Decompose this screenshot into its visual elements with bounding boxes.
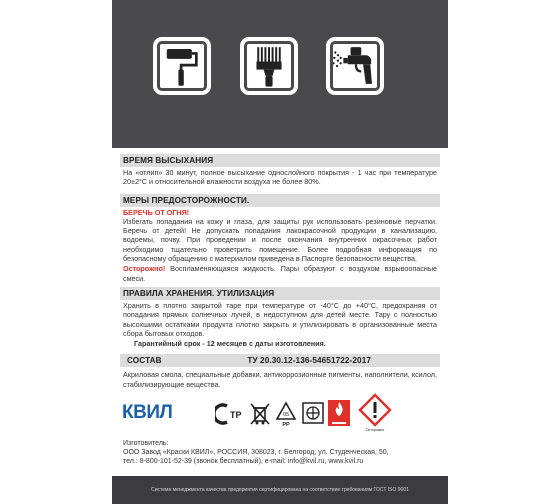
fire-warning: БЕРЕЧЬ ОТ ОГНЯ! <box>123 207 190 217</box>
flammable-icon <box>327 399 351 427</box>
recycle-material: PP <box>282 422 290 427</box>
eac-letters: ТР <box>230 410 242 420</box>
manufacturer-address: ООО Завод «Краски КВИЛ», РОССИЯ, 308023, г. Белгород, ул. Студенческая, 50, <box>123 449 389 457</box>
caution-label: Осторожно! <box>123 264 166 274</box>
ghs-exclamation-icon <box>358 393 392 433</box>
tu-code: ТУ 20.30.12-136-54651722-2017 <box>247 356 371 366</box>
brand-logo: КВИЛ <box>122 402 173 423</box>
spray-gun-icon <box>329 40 381 92</box>
brush-tile <box>240 37 298 95</box>
harmful-substance-icon <box>302 402 324 424</box>
manufacturer-label: Изготовитель: <box>123 440 169 447</box>
paint-roller-icon <box>156 40 208 92</box>
precautions-text: Избегать попадания на кожу и глаза, для защиты рук использовать резиновые перчатки. Беречь от детей! Не допускать попадания лакокрасочной продукции в канализацию, водоемы, почву. При проведении и после окончания внутренних окрасочных работ необходимо тщательно проветрить помещение. Более подробная информация по безопасному обращению с материалом приведена в Паспорте безопасности вещества. <box>123 216 437 264</box>
caution-line <box>120 264 440 284</box>
certification-logos <box>120 393 440 433</box>
manufacturer-block <box>123 439 443 467</box>
spray-gun-tile <box>326 37 384 95</box>
product-label <box>112 0 448 504</box>
quality-footer <box>112 476 448 504</box>
storage-text: Хранить в плотно закрытой таре при температуре от -40°С до +40°С, предохраняя от попадания прямых солнечных лучей, в недоступном для детей месте. Тару с полностью высохшими остатками продукта плотно закрыть и утилизировать в организованные места сбора бытовых отходов. <box>123 300 437 338</box>
ghs-label: Осторожно <box>365 428 385 432</box>
caution-text: Воспламеняющаяся жидкость. Пары образуют с воздухом взрывоопасные смеси. <box>123 264 437 283</box>
paint-brush-icon <box>243 40 295 92</box>
precautions-heading: МЕРЫ ПРЕДОСТОРОЖНОСТИ. <box>120 194 440 207</box>
recycle-pp-icon <box>275 401 297 427</box>
footer-text: Система менеджмента качества предприятия сертифицирована на соответствие требованиям ГОСТ ISO 9001 <box>151 487 409 493</box>
warranty-text: Гарантийный срок - 12 месяцев с даты изготовления. <box>134 339 326 349</box>
composition-title: СОСТАВ <box>127 356 162 366</box>
eac-mark-icon <box>215 403 245 425</box>
roller-tile <box>153 37 211 95</box>
manufacturer-contacts: тел.: 8-800-101-52-39 (звонок бесплатный), e-mail: info@kvil.ru, www.kvil.ru <box>123 458 364 466</box>
composition-heading <box>120 354 440 367</box>
drying-heading: ВРЕМЯ ВЫСЫХАНИЯ <box>120 154 440 167</box>
recycle-code: 05 <box>282 412 290 418</box>
drying-text: На «отлип» 30 минут, полное высыхание однослойного покрытия - 1 час при температуре 20±2°С и относительной влажности воздуха не более 80%. <box>123 168 437 187</box>
storage-heading: ПРАВИЛА ХРАНЕНИЯ. УТИЛИЗАЦИЯ <box>120 287 440 300</box>
composition-text: Акриловая смола, специальные добавки, антикоррозионные пигменты, наполнители, ксилол, стабилизирующие вещества. <box>123 370 437 389</box>
no-trash-icon <box>248 401 272 427</box>
pictogram-band <box>112 0 448 148</box>
label-content <box>120 148 440 390</box>
